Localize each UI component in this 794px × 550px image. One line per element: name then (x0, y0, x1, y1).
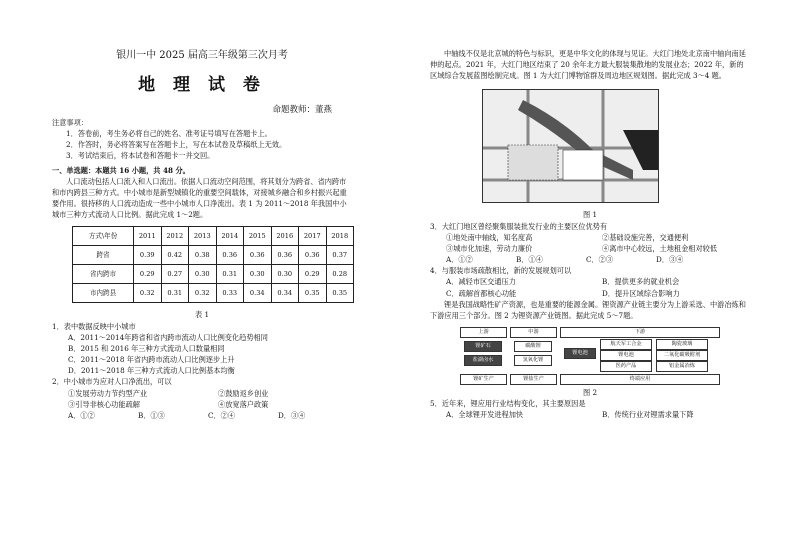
table-cell: 0.31 (161, 284, 189, 303)
section-heading: 一、单选题：本题共 16 小题，共 48 分。 (52, 165, 190, 175)
table-cell: 0.37 (326, 246, 354, 265)
option: B．①③ (138, 410, 165, 420)
map-drawing (483, 90, 658, 202)
stage-label: 上游 (460, 327, 507, 338)
stage-footer: 锂盐生产 (510, 374, 557, 385)
flow-node: 二氧化碳吸附剂 (656, 350, 708, 361)
option: C．疏解首都核心功能 (446, 288, 517, 298)
option: D．提升区域综合影响力 (602, 288, 680, 298)
table-cell: 0.39 (134, 246, 162, 265)
flow-node: 碳酸锂 (514, 341, 552, 352)
table-cell: 0.36 (271, 246, 299, 265)
option: B．①④ (516, 255, 543, 265)
right-page (430, 0, 750, 550)
statement: ①发展劳动力节约型产业 (68, 388, 148, 398)
passage-text: 锂是我国战略性矿产资源，也是重要的能源金属。锂资源产业链主要分为上游采选、中游冶炼和下游应用三个部分。图 2 为锂资源产业链图。据此完成 5～7题。 (430, 299, 746, 320)
option: C．②④ (208, 410, 236, 420)
flow-node: 陶瓷玻璃 (656, 339, 708, 350)
statement: ②鼓励返乡创业 (218, 388, 269, 398)
option: A．2011～2014年跨省和省内跨市流动人口比例变化趋势相同 (68, 332, 268, 342)
option: A．减轻市区交通压力 (446, 277, 516, 287)
option: B．传统行业对锂需求量下降 (602, 410, 694, 420)
table-row (73, 246, 354, 265)
question-5: 5．近年来，锂应用行业结构变化，其主要原因是 (430, 399, 586, 409)
table-cell: 省内跨市 (73, 265, 134, 284)
exam-author: 命题教师：董燕 (272, 104, 332, 115)
question-4: 4．与服装市场疏散相比，新的发展规划可以 (430, 266, 572, 276)
notice-item: 1．答卷前，考生务必将自己的姓名、准考证号填写在答题卡上。 (66, 129, 272, 139)
table-caption: 表 1 (194, 310, 210, 320)
table-cell: 0.29 (299, 265, 327, 284)
option: C．2011～2018 年省内跨市流动人口比例逐步上升 (68, 355, 235, 365)
table-cell: 0.36 (299, 246, 327, 265)
question-3: 3．大红门地区曾经聚集服装批发行业的主要区位优势有 (430, 221, 608, 231)
passage-text: 中轴线不仅是北京城的特色与标识，更是中华文化的体现与见证。大红门地处北京南中轴向南延伸的起点。2021 年，大红门地区结束了 20 余年北方最大服装集散地的发展业态；2022 年，新的区域综合发展蓝图绘制完成。图 1 为大红门博物馆群及周边地区规划图。据此完成 3～4 题。 (430, 49, 746, 81)
table-row (73, 284, 354, 303)
table-cell: 0.27 (161, 265, 189, 284)
table-cell: 方式\年份 (73, 227, 134, 246)
table-cell: 0.35 (326, 284, 354, 303)
option: C．②③ (586, 255, 614, 265)
stage-label: 下游 (560, 327, 720, 338)
table-cell: 2012 (161, 227, 189, 246)
table-cell: 0.32 (134, 284, 162, 303)
table-cell: 0.30 (189, 265, 217, 284)
data-table (72, 226, 354, 303)
table-cell: 2017 (299, 227, 327, 246)
statement: ③引导非核心功能疏解 (68, 399, 140, 409)
flow-node: 铝金属冶炼 (656, 361, 708, 372)
flow-node: 锂电池 (600, 350, 652, 361)
flow-node: 氢氧化锂 (514, 355, 552, 366)
flow-node: 锂矿石 (464, 341, 502, 352)
option: D．③④ (656, 255, 684, 265)
table-cell: 市内跨县 (73, 284, 134, 303)
table-cell: 2011 (134, 227, 162, 246)
table-cell: 跨省 (73, 246, 134, 265)
left-page (52, 0, 352, 550)
table-cell: 0.38 (189, 246, 217, 265)
table-cell: 0.36 (216, 246, 244, 265)
notice-title: 注意事项： (52, 118, 88, 128)
option: A．①② (446, 255, 473, 265)
table-cell: 0.34 (244, 284, 272, 303)
statement: ②基础设施完善，交通便利 (602, 232, 689, 242)
stage-footer: 锂矿生产 (460, 374, 507, 385)
flow-node: 航天军工合金 (600, 339, 652, 350)
figure-2-caption: 图 2 (582, 388, 598, 398)
table-header-row (73, 227, 354, 246)
table-cell: 2016 (271, 227, 299, 246)
option: D．③④ (278, 410, 306, 420)
table-cell: 2014 (216, 227, 244, 246)
table-cell: 2018 (326, 227, 354, 246)
table-cell: 0.30 (244, 265, 272, 284)
table-cell: 0.31 (216, 265, 244, 284)
statement: ①地处南中轴线，知名度高 (446, 232, 533, 242)
question-1: 1．表中数据反映中小城市 (52, 321, 136, 331)
figure-2-flowchart (460, 327, 720, 385)
table-cell: 2015 (244, 227, 272, 246)
option: D．2011～2018 年三种方式流动人口比例基本均衡 (68, 366, 235, 376)
table-cell: 0.35 (299, 284, 327, 303)
statement: ④放宽落户政策 (218, 399, 269, 409)
option: B．2015 和 2016 年三种方式流动人口数量相同 (68, 343, 225, 353)
table-cell: 0.36 (244, 246, 272, 265)
table-row (73, 265, 354, 284)
figure-1-map (482, 89, 659, 203)
statement: ③城市化加速，劳动力廉价 (446, 243, 533, 253)
table-cell: 0.32 (189, 284, 217, 303)
stage-footer: 终端应用 (560, 374, 720, 385)
figure-1-caption: 图 1 (582, 210, 598, 220)
passage-text: 人口流动包括人口流入和人口流出。依据人口流动空间范围，将其划分为跨省、省内跨市和市内跨县三种方式。中小城市是新型城镇化的重要空间载体，对接城乡融合和乡村振兴起重要作用。很持移的人口流动造成一些中小城市人口净流出。表 1 为 2011～2018 年我国中小城市三种方式流动人口比例。据此完成 1～2题。 (52, 176, 347, 220)
table-cell: 0.42 (161, 246, 189, 265)
option: B．提供更多的就业机会 (602, 277, 680, 287)
stage-label: 中游 (510, 327, 557, 338)
table-cell: 0.33 (216, 284, 244, 303)
option: A．①② (68, 410, 95, 420)
exam-title: 地 理 试 卷 (138, 74, 266, 95)
question-2: 2．中小城市为应对人口净流出，可以 (52, 377, 172, 387)
option: A．全球锂开发进程加快 (446, 410, 524, 420)
table-cell: 0.29 (134, 265, 162, 284)
notice-item: 2．作答时，务必将答案写在答题卡上，写在本试卷及草稿纸上无效。 (66, 140, 287, 150)
table-cell: 0.28 (326, 265, 354, 284)
exam-header: 银川一中 2025 届高三年级第三次月考 (116, 50, 288, 61)
table-cell: 0.30 (271, 265, 299, 284)
flow-node: 盐湖卤水 (464, 355, 502, 366)
table-cell: 2013 (189, 227, 217, 246)
table-cell: 0.34 (271, 284, 299, 303)
flow-node: 锂电池 (564, 348, 596, 359)
statement: ④离市中心较远，土地租金相对较低 (602, 243, 718, 253)
flow-node: 医药产品 (600, 361, 652, 372)
notice-item: 3．考试结束后，将本试卷和答题卡一并交回。 (66, 151, 215, 161)
